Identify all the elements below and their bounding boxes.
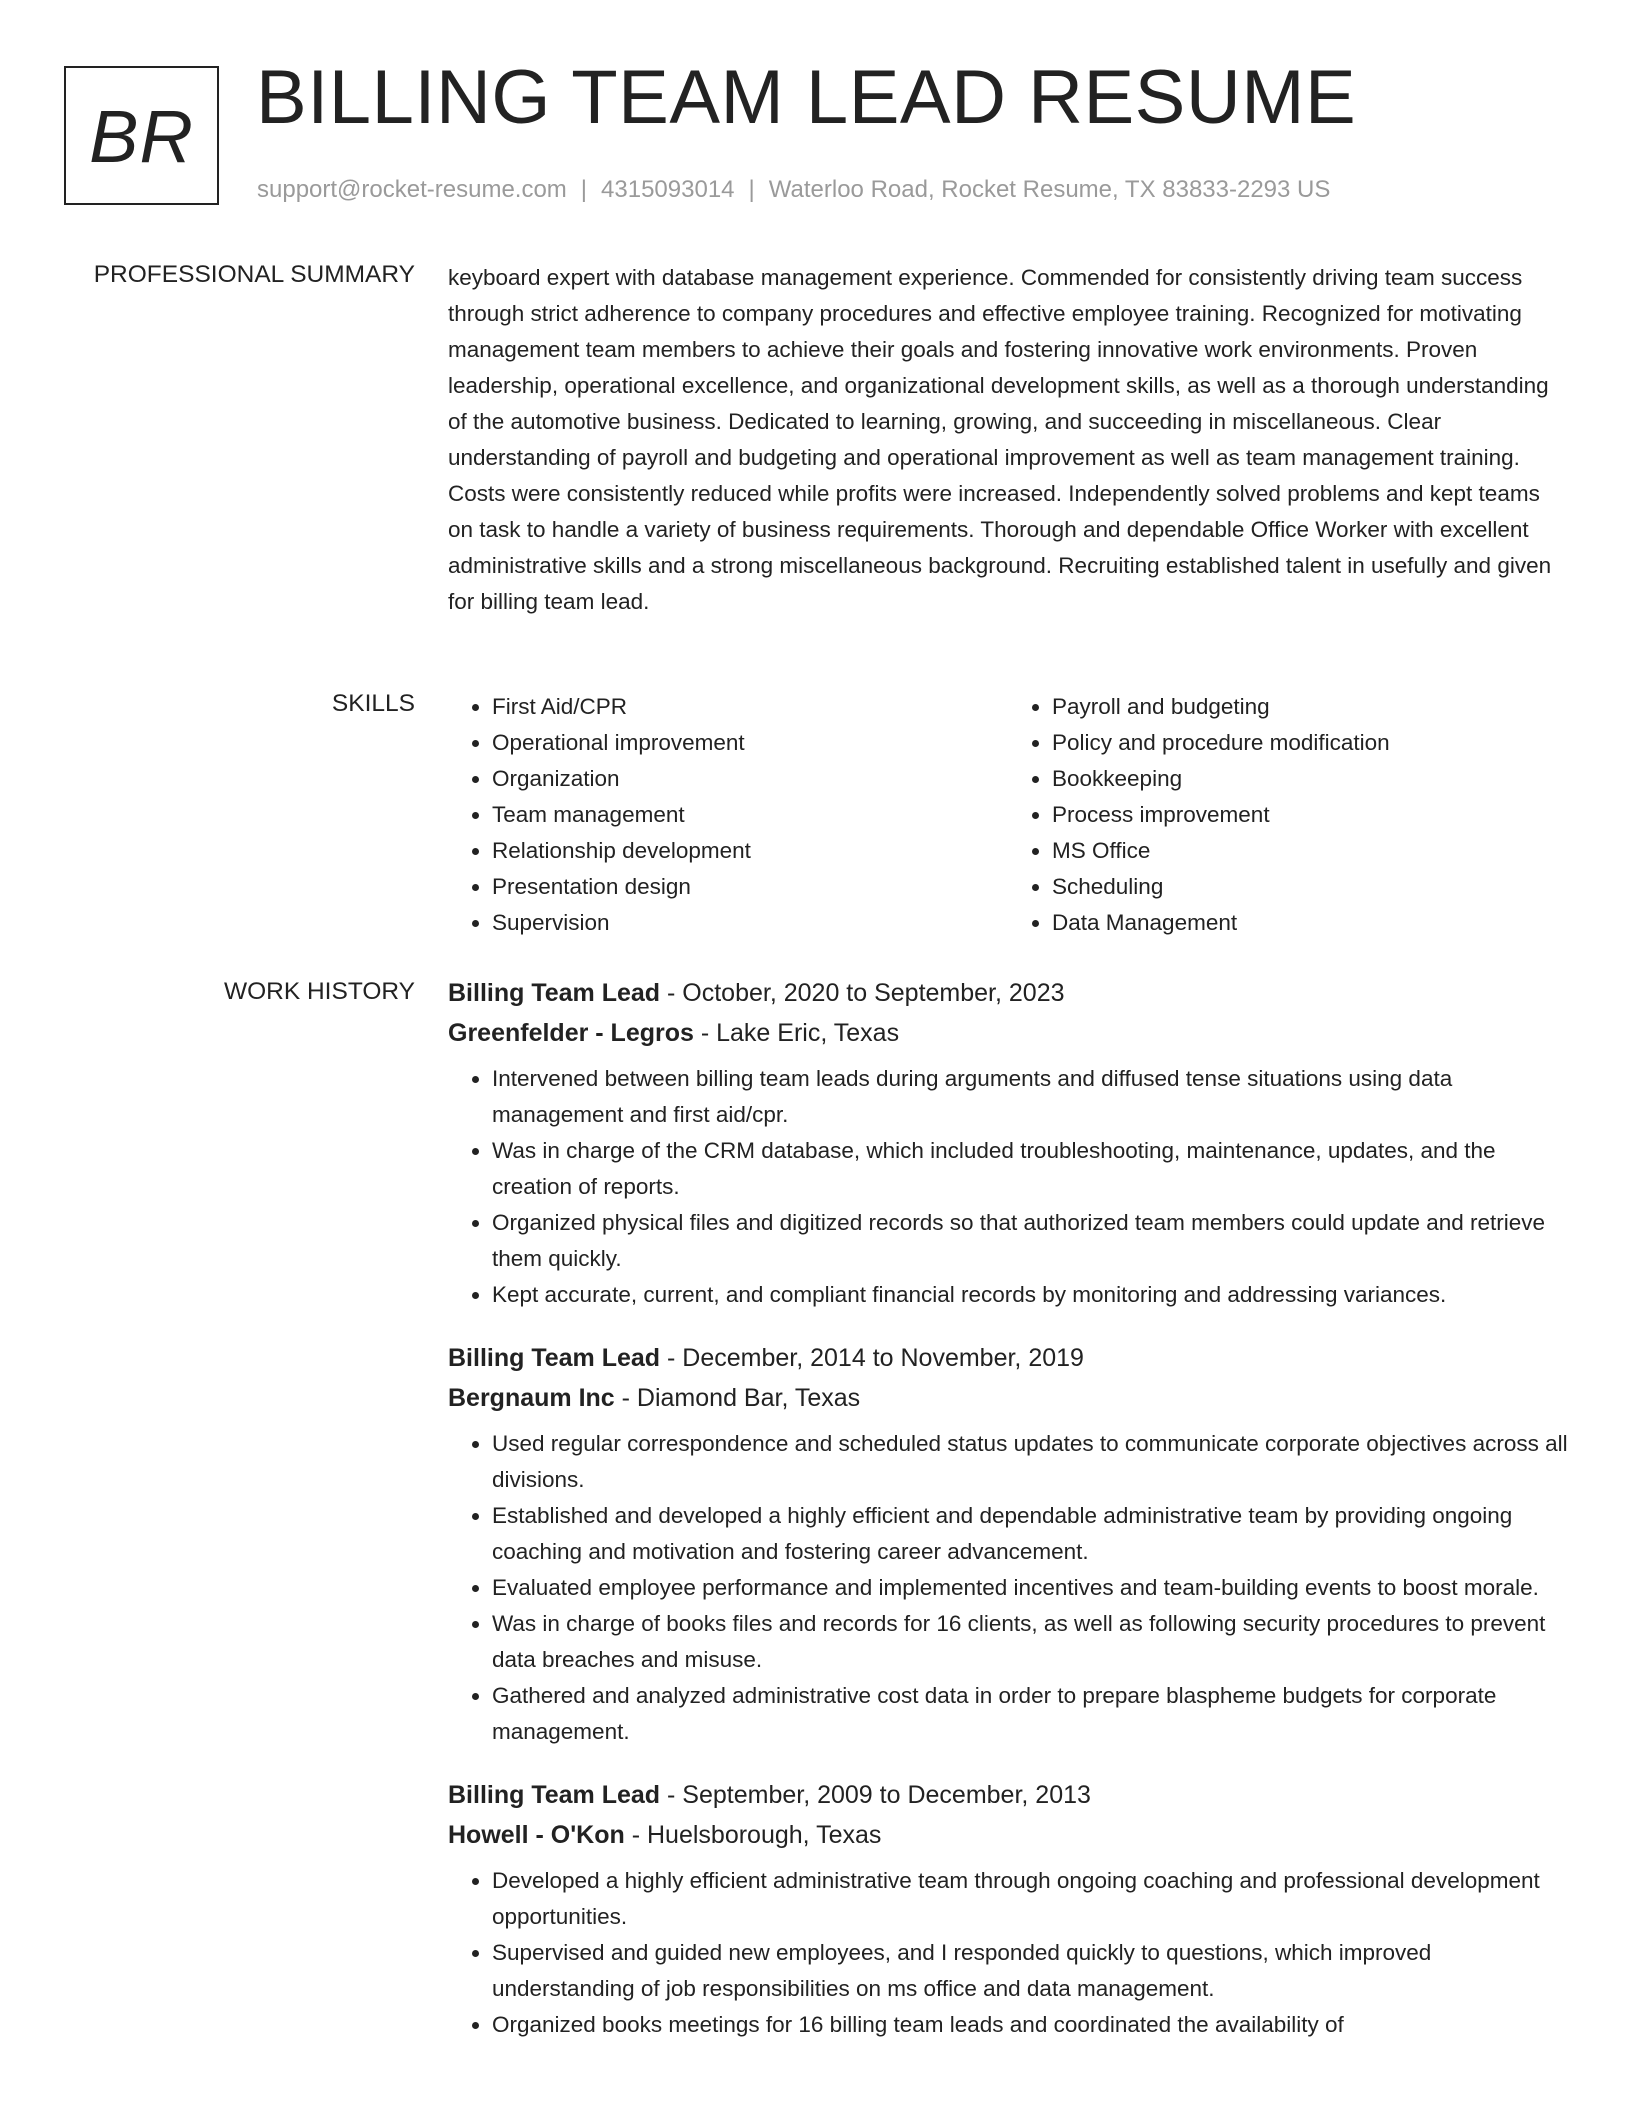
- summary-section-label: PROFESSIONAL SUMMARY: [93, 261, 415, 288]
- skill-item: • Process improvement: [1052, 797, 1568, 833]
- job-bullet: • Intervened between billing team leads during arguments and diffused tense situations using data management and first aid/cpr.: [492, 1061, 1568, 1133]
- job-company-line: [448, 1378, 1568, 1418]
- skills-list-right: [1008, 689, 1568, 941]
- contact-line: [257, 176, 1330, 204]
- job-company: Greenfelder - Legros: [448, 1019, 694, 1047]
- contact-phone: 4315093014: [601, 176, 735, 203]
- job-entry: [448, 973, 1568, 1313]
- skill-item: • Presentation design: [492, 869, 1008, 905]
- job-bullet: • Developed a highly efficient administrative team through ongoing coaching and professional development opportunities.: [492, 1863, 1568, 1935]
- job-dates: - October, 2020 to September, 2023: [660, 979, 1065, 1007]
- job-bullets: [448, 1863, 1568, 2043]
- job-location: - Huelsborough, Texas: [624, 1821, 882, 1849]
- job-bullet: • Organized physical files and digitized records so that authorized team members could update and retrieve them quickly.: [492, 1205, 1568, 1277]
- job-title-line: [448, 1775, 1568, 1815]
- job-title: Billing Team Lead: [448, 1781, 661, 1809]
- job-location: - Lake Eric, Texas: [693, 1019, 900, 1047]
- summary-text: keyboard expert with database management experience. Commended for consistently driving team success through strict adherence to company procedures and effective employee training. Recognized for motivating management team members to achieve their goals and fostering innovative work environments. Proven leadership, operational excellence, and organizational development skills, as well as a thorough understanding of the automotive business. Dedicated to learning, growing, and succeeding in miscellaneous. Clear understanding of payroll and budgeting and operational improvement as well as team management training. Costs were consistently reduced while profits were increased. Independently solved problems and kept teams on task to handle a variety of business requirements. Thorough and dependable Office Worker with excellent administrative skills and a strong miscellaneous background. Recruiting established talent in usefully and given for billing team lead.: [448, 265, 1552, 614]
- job-bullet: • Used regular correspondence and scheduled status updates to communicate corporate objectives across all divisions.: [492, 1426, 1568, 1498]
- job-bullets: [448, 1426, 1568, 1750]
- skill-item: • Payroll and budgeting: [1052, 689, 1568, 725]
- skill-item: • MS Office: [1052, 833, 1568, 869]
- resume-title: BILLING TEAM LEAD RESUME: [256, 55, 1357, 140]
- job-bullets: [448, 1061, 1568, 1313]
- job-bullet: • Evaluated employee performance and implemented incentives and team-building events to boost morale.: [492, 1570, 1568, 1606]
- job-bullet: • Organized books meetings for 16 billing team leads and coordinated the availability of: [492, 2007, 1568, 2043]
- job-dates: - September, 2009 to December, 2013: [660, 1781, 1091, 1809]
- job-bullet: • Kept accurate, current, and compliant financial records by monitoring and addressing variances.: [492, 1277, 1568, 1313]
- skill-item: • Supervision: [492, 905, 1008, 941]
- job-title-line: [448, 973, 1568, 1013]
- job-bullet: • Established and developed a highly efficient and dependable administrative team by providing ongoing coaching and motivation and fostering career advancement.: [492, 1498, 1568, 1570]
- skills-list-left: [448, 689, 1008, 941]
- monogram-initials: BR: [89, 95, 194, 178]
- skill-item: • Organization: [492, 761, 1008, 797]
- contact-email: support@rocket-resume.com: [257, 176, 567, 203]
- skill-item: • Policy and procedure modification: [1052, 725, 1568, 761]
- skills-section: [448, 689, 1568, 941]
- summary-section: [448, 260, 1568, 620]
- monogram-logo: [64, 66, 219, 205]
- skill-item: • Data Management: [1052, 905, 1568, 941]
- contact-separator: |: [748, 176, 755, 203]
- skills-section-label: SKILLS: [331, 690, 415, 717]
- skill-item: • Team management: [492, 797, 1008, 833]
- work-history-section: [448, 973, 1568, 2068]
- job-company: Howell - O'Kon: [448, 1821, 625, 1849]
- work-section-label: WORK HISTORY: [223, 978, 415, 1005]
- job-company-line: [448, 1013, 1568, 1053]
- job-company-line: [448, 1815, 1568, 1855]
- job-location: - Diamond Bar, Texas: [614, 1384, 861, 1412]
- skill-item: • Relationship development: [492, 833, 1008, 869]
- skill-item: • Scheduling: [1052, 869, 1568, 905]
- job-bullet: • Was in charge of books files and records for 16 clients, as well as following security procedures to prevent data breaches and misuse.: [492, 1606, 1568, 1678]
- job-title-line: [448, 1338, 1568, 1378]
- contact-address: Waterloo Road, Rocket Resume, TX 83833-2293 US: [768, 176, 1331, 203]
- skill-item: • Bookkeeping: [1052, 761, 1568, 797]
- job-entry: [448, 1338, 1568, 1750]
- job-bullet: • Supervised and guided new employees, and I responded quickly to questions, which improved understanding of job responsibilities on ms office and data management.: [492, 1935, 1568, 2007]
- job-company: Bergnaum Inc: [448, 1384, 615, 1412]
- job-title: Billing Team Lead: [448, 979, 661, 1007]
- contact-separator: |: [580, 176, 588, 203]
- job-bullet: • Was in charge of the CRM database, which included troubleshooting, maintenance, updates, and the creation of reports.: [492, 1133, 1568, 1205]
- skill-item: • Operational improvement: [492, 725, 1008, 761]
- job-title: Billing Team Lead: [448, 1344, 661, 1372]
- job-dates: - December, 2014 to November, 2019: [660, 1344, 1084, 1372]
- job-bullet: • Gathered and analyzed administrative cost data in order to prepare blaspheme budgets for corporate management.: [492, 1678, 1568, 1750]
- skill-item: • First Aid/CPR: [492, 689, 1008, 725]
- job-entry: [448, 1775, 1568, 2043]
